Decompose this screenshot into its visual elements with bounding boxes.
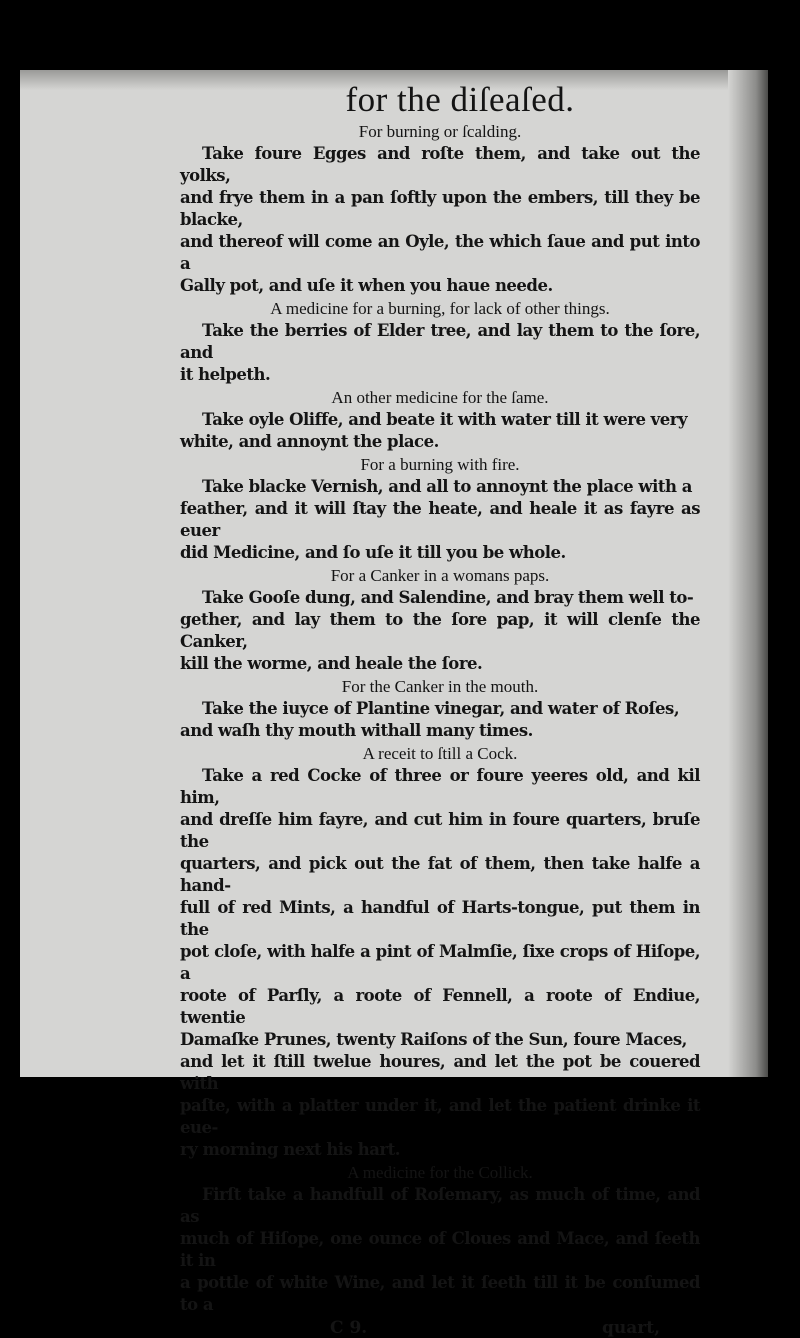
page-gutter-shadow [728,70,768,1077]
recipe-line: pot cloſe, with halfe a pint of Malmſie, ſixe crops of Hiſope, a [180,942,700,983]
page-footer [180,1318,700,1338]
catchword: quart, [602,1318,660,1338]
recipe-line: ry morning next his hart. [180,1140,400,1159]
recipe-line: roote of Parſly, a roote of Fennell, a roote of Endiue, twentie [180,986,700,1027]
recipe-line: Take the iuyce of Plantine vinegar, and water of Roſes, [202,699,680,718]
recipe-section [180,455,700,564]
recipe-line: Take Gooſe dung, and Salendine, and bray them well to- [202,588,694,607]
recipe-line: Take oyle Oliffe, and beate it with water till it were very [202,410,688,429]
recipe-heading: For a Canker in a womans paps. [330,566,550,585]
recipe-line: Take a red Cocke of three or foure yeeres old, and kil him, [180,766,700,807]
recipe-heading: For the Canker in the mouth. [341,677,539,696]
recipe-section [180,744,700,1161]
recipe-heading: A medicine for a burning, for lack of other things. [270,299,610,318]
recipe-line: and waſh thy mouth withall many times. [180,721,533,740]
book-page [20,70,768,1338]
recipe-line: a pottle of white Wine, and let it ſeeth till it be conſumed to a [180,1273,700,1314]
recipe-line: quarters, and pick out the fat of them, then take halfe a hand- [180,854,700,895]
recipe-line: kill the worme, and heale the ſore. [180,654,483,673]
recipe-section [180,299,700,386]
recipe-line: Take the berries of Elder tree, and lay them to the ſore, and [180,321,700,362]
recipe-heading: For burning or ſcalding. [358,122,522,141]
recipe-line: Take blacke Vernish, and all to annoynt the place with a [202,477,692,496]
recipe-section [180,566,700,675]
recipe-line: Firſt take a handfull of Roſemary, as much of time, and as [180,1185,700,1226]
signature-mark: C 9. [330,1318,368,1338]
recipe-line: paſte, with a platter under it, and let the patient drinke it eue- [180,1096,700,1137]
recipe-heading: A receit to ſtill a Cock. [362,744,518,763]
recipe-line: gether, and lay them to the ſore pap, it will clenſe the Canker, [180,610,700,651]
recipe-line: and dreſſe him fayre, and cut him in foure quarters, bruſe the [180,810,700,851]
recipe-section [180,677,700,742]
recipe-line: did Medicine, and ſo uſe it till you be whole. [180,543,566,562]
recipe-heading: An other medicine for the ſame. [331,388,549,407]
recipe-line: it helpeth. [180,365,271,384]
recipe-line: and thereof will come an Oyle, the which ſaue and put into a [180,232,700,273]
recipe-line: feather, and it will ſtay the heate, and heale it as fayre as euer [180,499,700,540]
recipe-line: white, and annoynt the place. [180,432,439,451]
recipe-section [180,388,700,453]
recipe-line: full of red Mints, a handful of Harts-tongue, put them in the [180,898,700,939]
recipe-line: and let it ſtill twelue houres, and let the pot be couered with [180,1052,700,1093]
recipe-heading: For a burning with fire. [360,455,520,474]
recipe-section [180,122,700,297]
recipe-line: Take foure Egges and roſte them, and take out the yolks, [180,144,700,185]
recipe-sections [180,122,700,1316]
recipe-line: Damaſke Prunes, twenty Raiſons of the Sun, foure Maces, [180,1030,687,1049]
page-text [180,80,700,1338]
recipe-line: and frye them in a pan ſoftly upon the embers, till they be blacke, [180,188,700,229]
recipe-section [180,1163,700,1316]
recipe-line: much of Hiſope, one ounce of Cloues and Mace, and ſeeth it in [180,1229,700,1270]
recipe-heading: A medicine for the Collick. [347,1163,533,1182]
recipe-line: Gally pot, and uſe it when you haue neede. [180,276,553,295]
running-head: for the diſeaſed. [345,80,575,119]
